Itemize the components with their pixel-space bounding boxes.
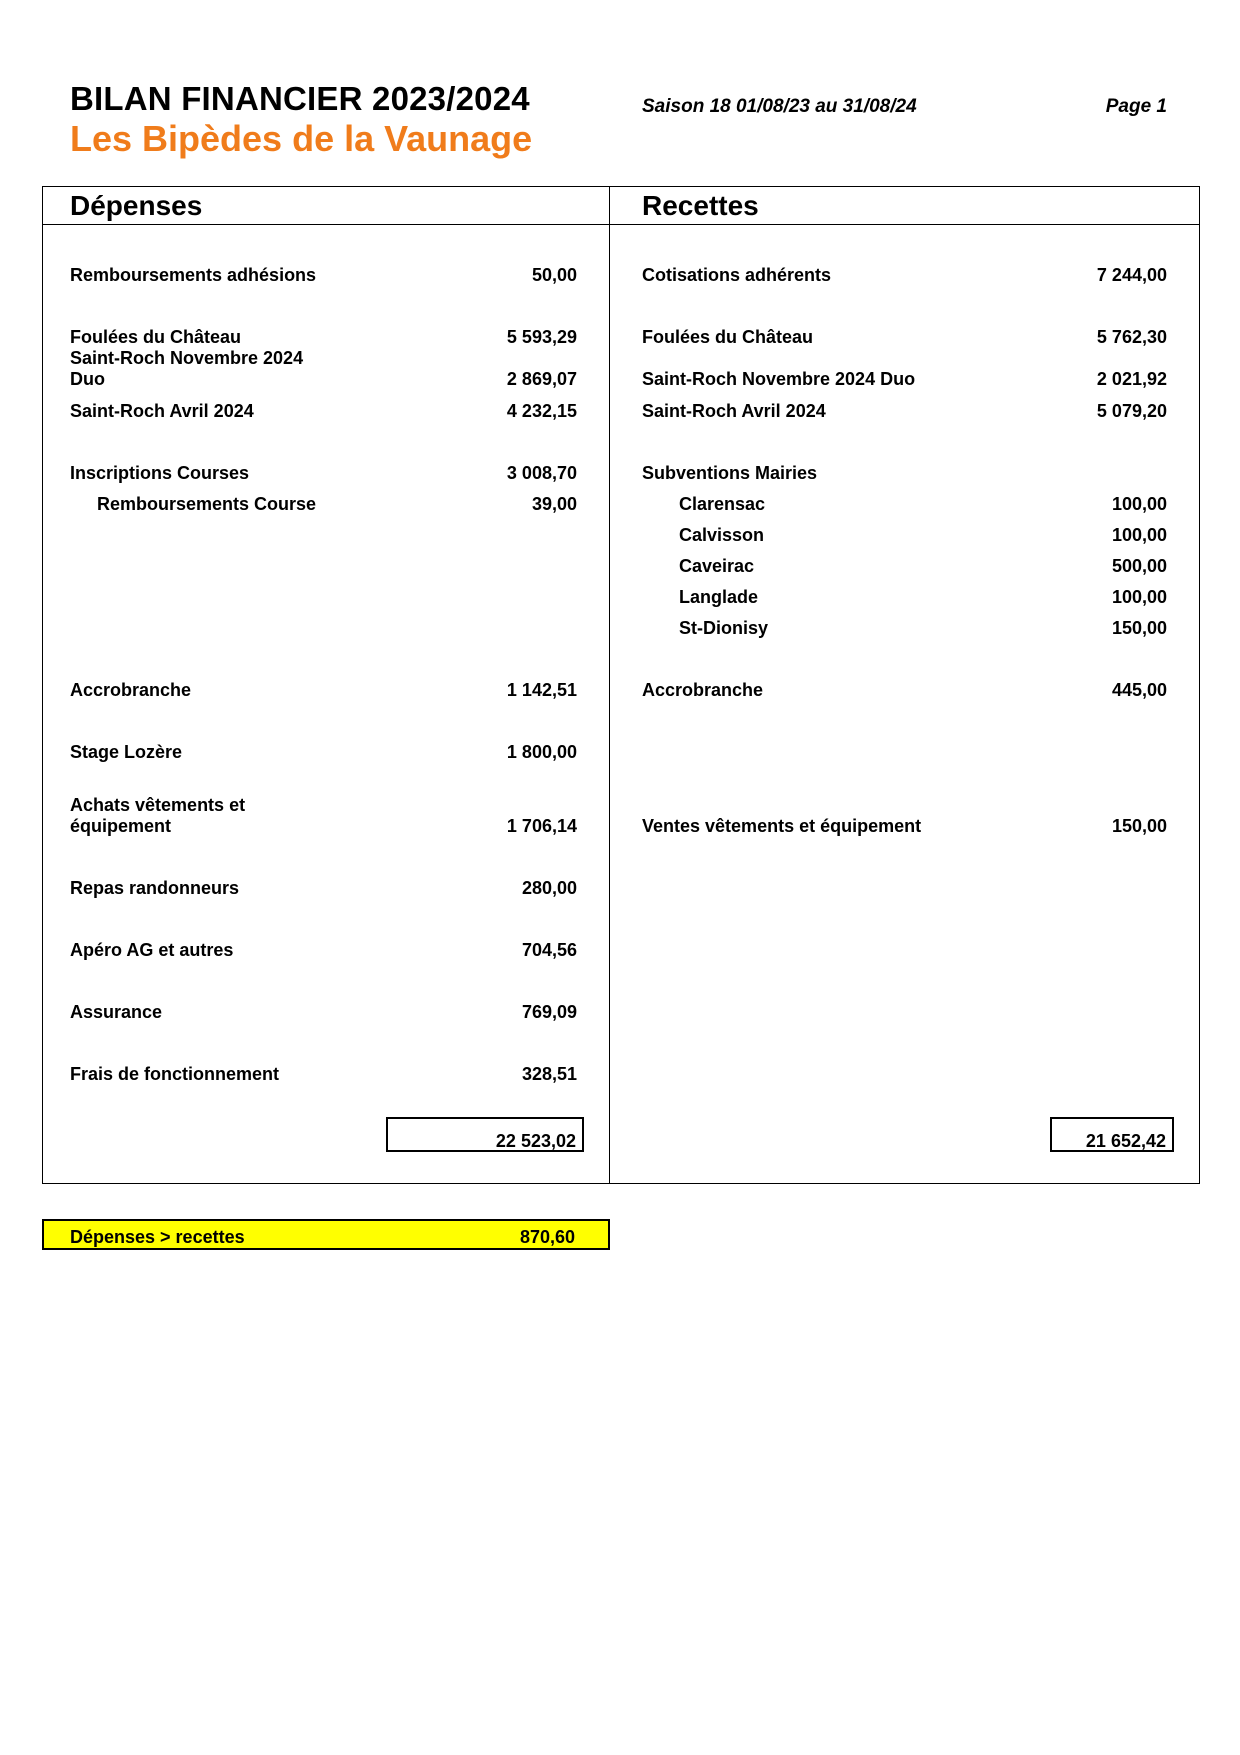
expense-value: 280,00 [521,878,577,898]
expense-label: Frais de fonctionnement [70,1064,280,1084]
income-value: 100,00 [1111,525,1167,545]
balance-result-label: Dépenses > recettes [70,1227,245,1247]
expense-value: 1 706,14 [506,816,577,836]
income-value: 100,00 [1111,494,1167,514]
income-label: Saint-Roch Novembre 2024 Duo [642,369,916,389]
income-label: Foulées du Château [642,327,814,347]
season-period: Saison 18 01/08/23 au 31/08/24 [642,96,917,117]
expense-value: 3 008,70 [506,463,577,483]
income-value: 5 079,20 [1096,401,1167,421]
expense-label: Accrobranche [70,680,192,700]
expense-value: 5 593,29 [506,327,577,347]
expenses-total: 22 523,02 [386,1117,584,1152]
expense-value: 4 232,15 [506,401,577,421]
expense-label: Stage Lozère [70,742,183,762]
income-label: Saint-Roch Avril 2024 [642,401,826,421]
expense-label: Assurance [70,1002,163,1022]
income-value: 5 762,30 [1096,327,1167,347]
page-number: Page 1 [1105,96,1167,117]
income-label: Accrobranche [642,680,764,700]
expense-value: 704,56 [521,940,577,960]
expense-label-line2: équipement [70,816,172,836]
header-divider [42,224,1200,225]
column-divider [609,186,610,1184]
expense-label: Repas randonneurs [70,878,240,898]
balance-result-value: 870,60 [519,1227,575,1247]
expense-value: 39,00 [531,494,577,514]
expense-label: Remboursements Course [97,494,317,514]
income-label: Calvisson [679,525,765,545]
expense-value: 2 869,07 [506,369,577,389]
expense-value: 1 142,51 [506,680,577,700]
balance-result-box [42,1219,610,1250]
expense-label: Apéro AG et autres [70,940,234,960]
document-title: BILAN FINANCIER 2023/2024 [70,80,530,117]
expense-value: 50,00 [531,265,577,285]
income-label: Subventions Mairies [642,463,818,483]
organization-name: Les Bipèdes de la Vaunage [70,118,533,159]
expense-label: Foulées du Château [70,327,242,347]
income-label: Cotisations adhérents [642,265,832,285]
income-label: St-Dionisy [679,618,769,638]
income-value: 150,00 [1111,618,1167,638]
expense-label-line2: Duo [70,369,105,389]
expense-label: Achats vêtements et [70,795,246,815]
income-value: 500,00 [1111,556,1167,576]
expense-value: 769,09 [521,1002,577,1022]
income-label: Caveirac [679,556,755,576]
expense-label: Remboursements adhésions [70,265,317,285]
expense-label: Saint-Roch Avril 2024 [70,401,254,421]
expense-label: Inscriptions Courses [70,463,250,483]
income-label: Langlade [679,587,759,607]
expense-value: 328,51 [521,1064,577,1084]
income-label: Ventes vêtements et équipement [642,816,922,836]
income-total: 21 652,42 [1050,1117,1174,1152]
income-heading: Recettes [642,190,759,221]
income-value: 2 021,92 [1096,369,1167,389]
expense-value: 1 800,00 [506,742,577,762]
income-value: 100,00 [1111,587,1167,607]
income-value: 150,00 [1111,816,1167,836]
expense-label: Saint-Roch Novembre 2024 [70,348,304,368]
income-label: Clarensac [679,494,766,514]
income-value: 445,00 [1111,680,1167,700]
expenses-heading: Dépenses [70,190,203,221]
income-value: 7 244,00 [1096,265,1167,285]
